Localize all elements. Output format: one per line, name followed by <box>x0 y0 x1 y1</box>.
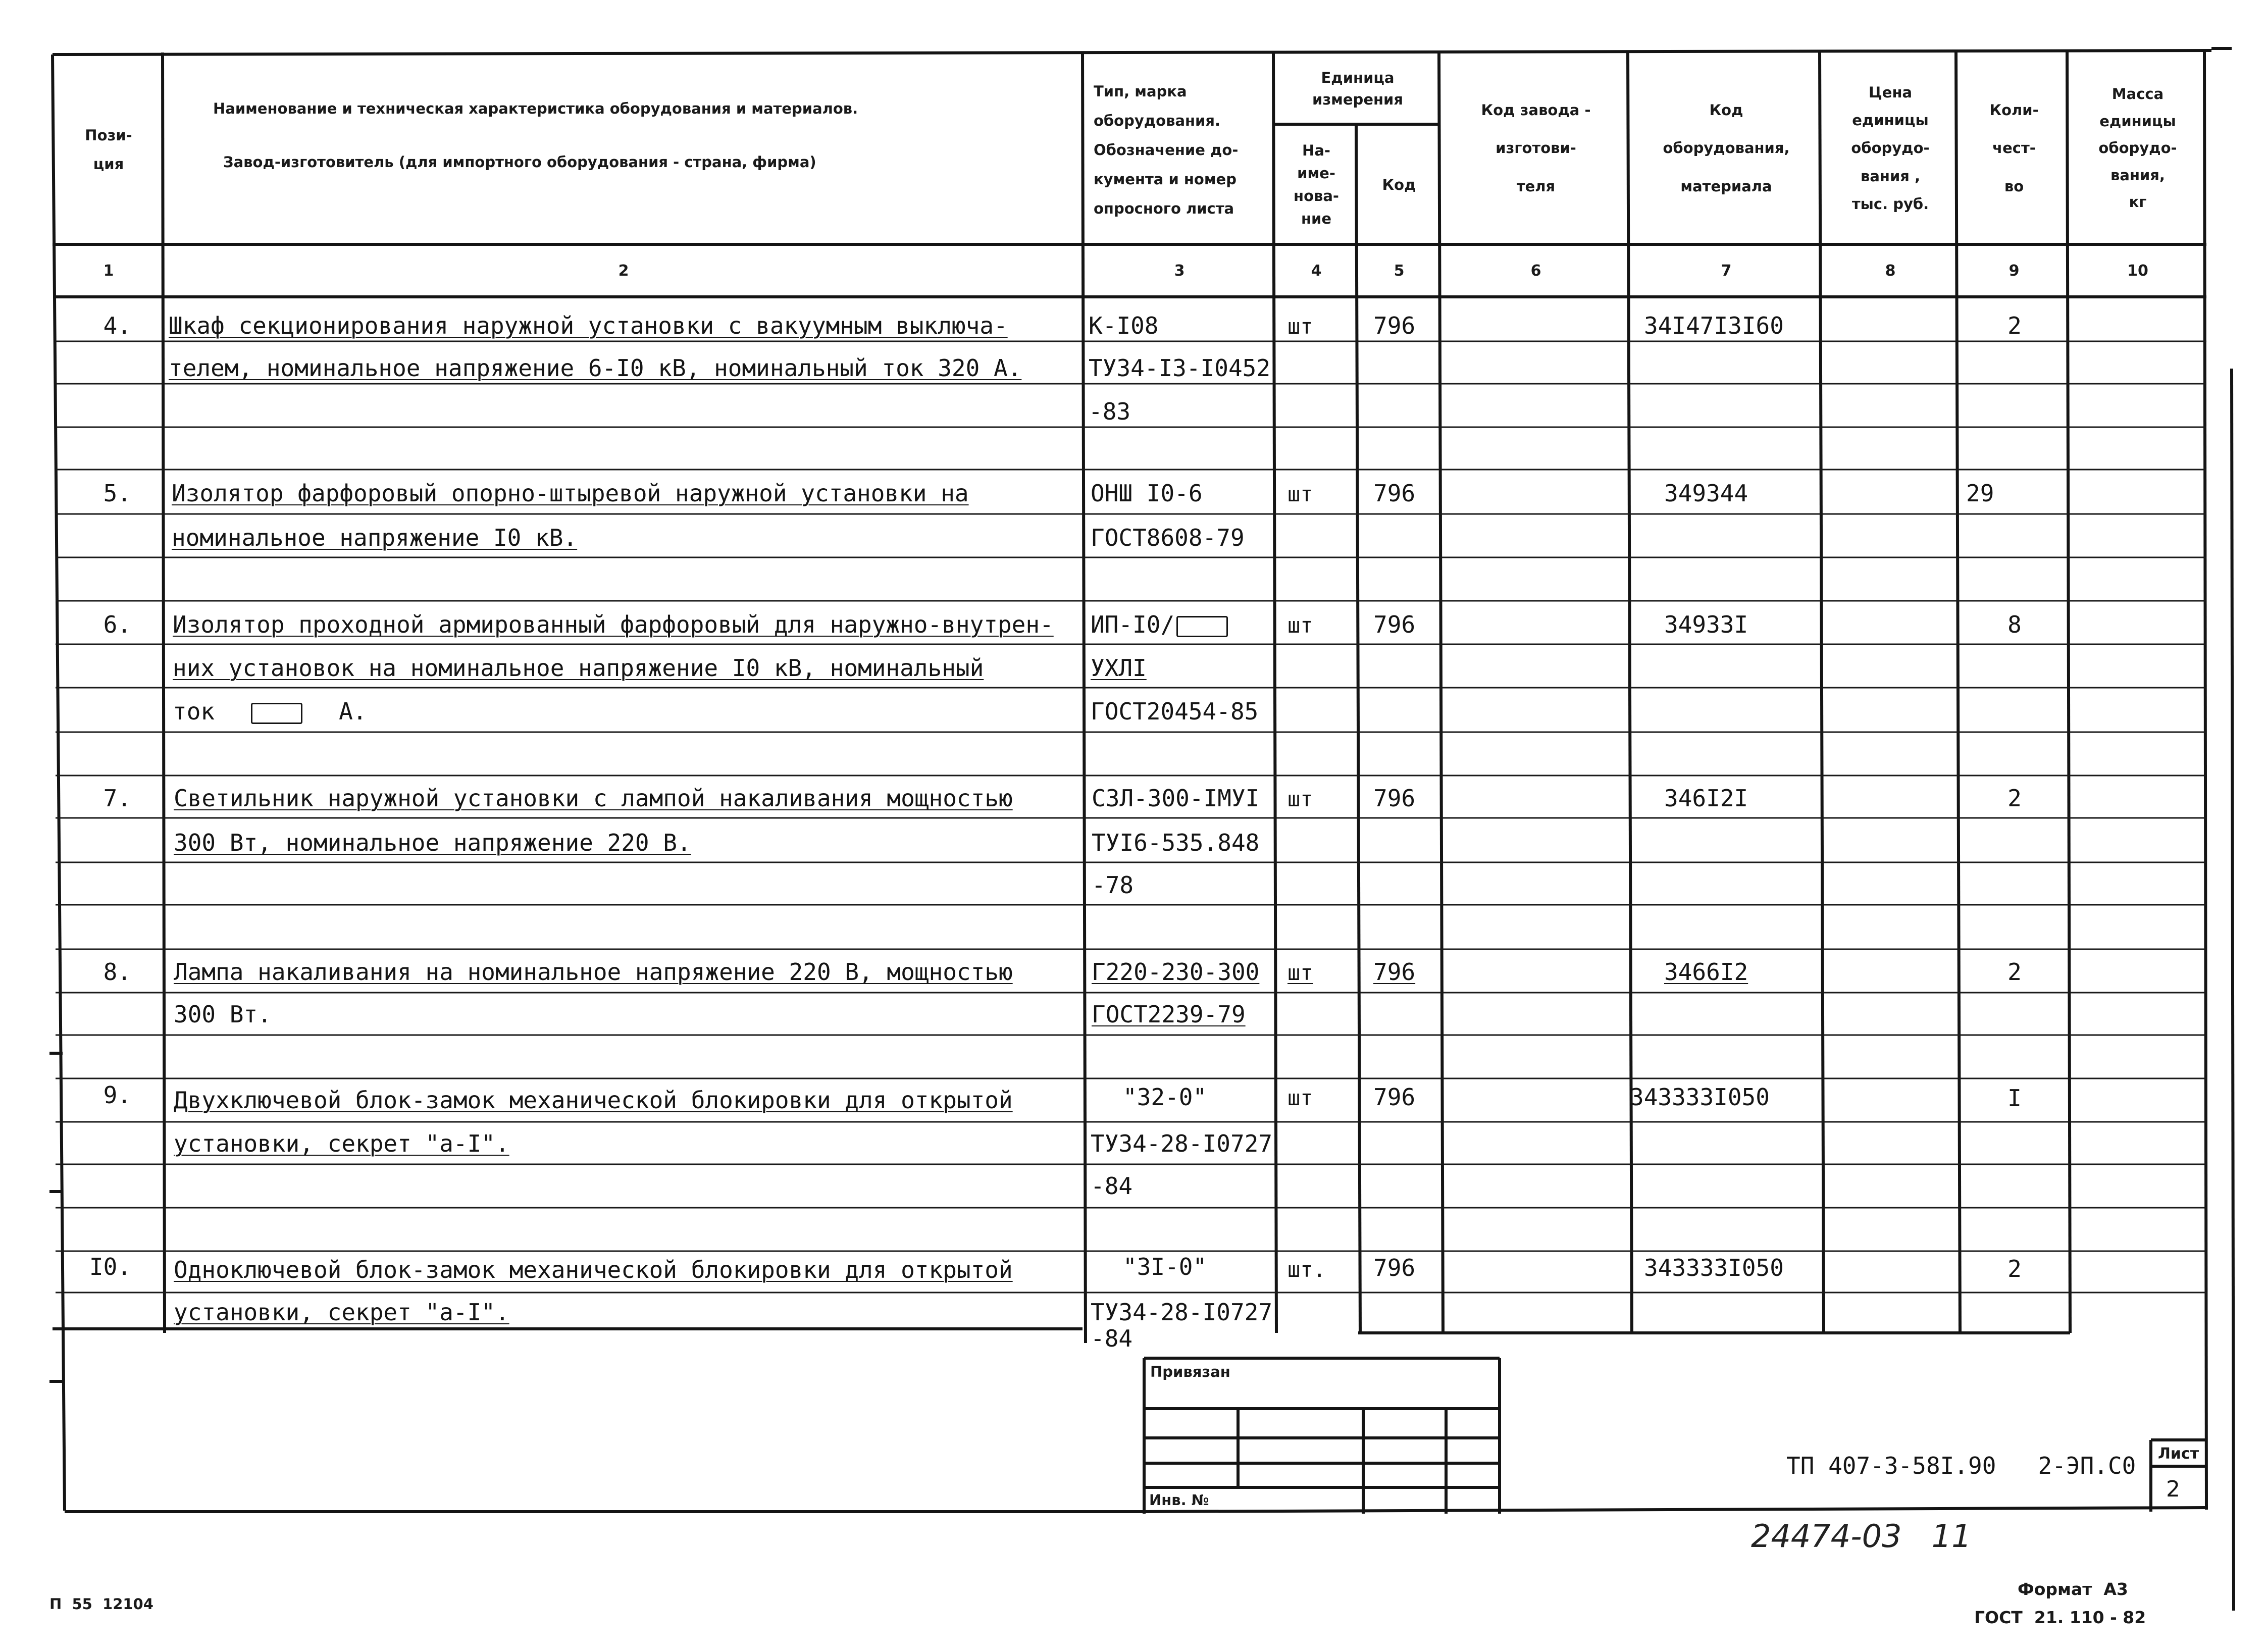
column-number: 3 <box>1174 262 1185 280</box>
row-equipment-code: 349344 <box>1664 480 1748 507</box>
row-unit-code: 796 <box>1373 611 1416 638</box>
row-unit: шт <box>1288 787 1313 811</box>
column-number: 5 <box>1394 262 1405 280</box>
row-type-line: ТУI6-535.848 <box>1092 829 1260 856</box>
row-unit: шт <box>1288 314 1313 339</box>
row-position: 9. <box>103 1081 131 1109</box>
row-name-line: Изолятор фарфоровый опорно-штыревой наружной установки на <box>172 480 969 507</box>
row-quantity: I <box>2007 1085 2022 1112</box>
row-equipment-code: 343333I050 <box>1630 1083 1770 1111</box>
row-type-line: ГОСТ20454-85 <box>1091 698 1259 725</box>
header-unit-group: Единица измерения <box>1312 69 1403 108</box>
row-unit-code: 796 <box>1373 958 1416 986</box>
header-quantity: Коли- чест- во <box>1989 101 2039 195</box>
row-type-line: ОНШ I0-6 <box>1091 480 1203 507</box>
row-type-line: "3I-0" <box>1123 1253 1207 1280</box>
row-name-line: Изолятор проходной армированный фарфоровый для наружно-внутрен- <box>173 611 1054 638</box>
header-position: Пози- ция <box>85 127 132 173</box>
row-type-line: ТУ34-28-I0727 <box>1091 1299 1273 1326</box>
row-quantity: 2 <box>2007 312 2022 339</box>
column-number: 2 <box>618 262 629 280</box>
row-name-line: телем, номинальное напряжение 6-I0 кВ, номинальный ток 320 А. <box>169 354 1022 382</box>
row-type-line: -83 <box>1089 398 1131 425</box>
footer-format: Формат А3 <box>2018 1579 2128 1599</box>
row-equipment-code: 343333I050 <box>1644 1254 1784 1281</box>
row-quantity: 29 <box>1966 480 1994 507</box>
header-type: Тип, марка оборудования. Обозначение до- кумента и номер опросного листа <box>1094 83 1239 217</box>
row-type-line: СЗЛ-300-IМУI <box>1092 785 1260 812</box>
row-equipment-code: 34933I <box>1664 611 1748 638</box>
header-name-line2: Завод-изготовитель (для импортного оборудования - страна, фирма) <box>223 153 816 171</box>
sheet-label: Лист <box>2158 1445 2199 1463</box>
column-number: 8 <box>1885 262 1896 280</box>
row-quantity: 2 <box>2007 958 2022 986</box>
row-unit: шт <box>1288 960 1313 985</box>
row-name-line: Лампа накаливания на номинальное напряжение 220 В, мощностью <box>174 958 1013 986</box>
header-price: Цена единицы оборудо- вания , тыс. руб. <box>1851 84 1930 213</box>
row-name-line: Светильник наружной установки с лампой накаливания мощностью <box>174 785 1013 812</box>
row-name-line: Двухключевой блок-замок механической блокировки для открытой <box>174 1087 1013 1114</box>
header-mass: Масса единицы оборудо- вания, кг <box>2098 85 2177 211</box>
stamp-privyazan: Привязан <box>1150 1363 1230 1380</box>
row-equipment-code: 346I2I <box>1664 785 1748 812</box>
row-name-line: них установок на номинальное напряжение I0 кВ, номинальный <box>173 654 984 682</box>
header-equipment-code: Код оборудования, материала <box>1663 101 1790 195</box>
row-name-fragment: ток <box>173 698 215 725</box>
row-name-line: 300 Вт, номинальное напряжение 220 В. <box>174 829 691 856</box>
header-factory-code: Код завода - изготови- теля <box>1481 101 1591 195</box>
row-unit: шт. <box>1288 1257 1326 1282</box>
footer-left-code: П 55 12104 <box>49 1595 153 1613</box>
row-position: 7. <box>103 785 131 812</box>
row-name-line: 300 Вт. <box>174 1001 272 1028</box>
column-number: 9 <box>2008 262 2020 280</box>
row-name-line: установки, секрет "а-I". <box>174 1130 509 1157</box>
row-type-line: "32-0" <box>1123 1083 1207 1111</box>
row-quantity: 2 <box>2007 785 2022 812</box>
row-type-line: УХЛI <box>1091 654 1147 682</box>
header-name-line1: Наименование и техническая характеристика оборудования и материалов. <box>213 99 858 117</box>
row-name-line: Шкаф секционирования наружной установки с вакуумным выключа- <box>169 312 1008 339</box>
row-position: 4. <box>103 312 131 339</box>
document-code: ТП 407-3-58I.90 2-ЭП.С0 <box>1786 1452 2136 1479</box>
row-type-line: ГОСТ8608-79 <box>1091 524 1245 551</box>
row-position: 5. <box>103 480 131 507</box>
row-name-line <box>173 700 367 724</box>
row-equipment-code: 3466I2 <box>1664 958 1748 986</box>
row-name-line: номинальное напряжение I0 кВ. <box>172 524 578 551</box>
row-equipment-code: 34I47I3I60 <box>1644 312 1784 339</box>
row-unit: шт <box>1288 482 1313 506</box>
row-position: 6. <box>103 611 131 638</box>
row-type-line: ГОСТ2239-79 <box>1092 1001 1246 1028</box>
row-type-line: К-I08 <box>1089 312 1159 339</box>
row-unit-code: 796 <box>1373 1254 1416 1281</box>
row-unit-code: 796 <box>1373 785 1416 812</box>
blank-value-box <box>1176 616 1228 637</box>
row-name-line: Одноключевой блок-замок механической блокировки для открытой <box>174 1256 1013 1283</box>
row-unit: шт <box>1288 613 1313 638</box>
row-unit: шт <box>1288 1086 1313 1110</box>
column-number: 7 <box>1721 262 1732 280</box>
row-unit-code: 796 <box>1373 1083 1416 1111</box>
row-name-fragment: А. <box>339 698 367 725</box>
row-type-line <box>1091 613 1234 637</box>
column-number: 10 <box>2127 262 2148 280</box>
sheet-number: 2 <box>2166 1476 2180 1502</box>
row-position: I0. <box>89 1253 131 1280</box>
row-name-line: установки, секрет "а-I". <box>174 1299 509 1326</box>
footer-gost: ГОСТ 21. 110 - 82 <box>1974 1608 2146 1627</box>
column-number: 6 <box>1530 262 1541 280</box>
row-type-line: -84 <box>1091 1325 1133 1352</box>
row-type-line: ТУ34-I3-I0452 <box>1089 354 1271 382</box>
row-unit-code: 796 <box>1373 480 1416 507</box>
row-type-line: -84 <box>1091 1172 1133 1200</box>
header-unit-name: На- име- нова- ние <box>1294 142 1339 227</box>
column-number: 4 <box>1311 262 1322 280</box>
row-position: 8. <box>103 958 131 986</box>
row-type-line: -78 <box>1092 871 1134 899</box>
row-unit-code: 796 <box>1373 312 1416 339</box>
row-quantity: 8 <box>2007 611 2022 638</box>
blank-value-box <box>251 703 302 724</box>
header-unit-code: Код <box>1382 176 1416 193</box>
row-quantity: 2 <box>2007 1255 2022 1282</box>
row-type-line: ТУ34-28-I0727 <box>1091 1130 1273 1157</box>
stamp-inventory-number: Инв. № <box>1149 1491 1209 1509</box>
row-type-fragment: ИП-I0/ <box>1091 611 1175 638</box>
column-number: 1 <box>103 262 114 280</box>
row-type-line: Г220-230-300 <box>1092 958 1260 986</box>
handwritten-archive-number: 24474-03 11 <box>1751 1518 1972 1555</box>
